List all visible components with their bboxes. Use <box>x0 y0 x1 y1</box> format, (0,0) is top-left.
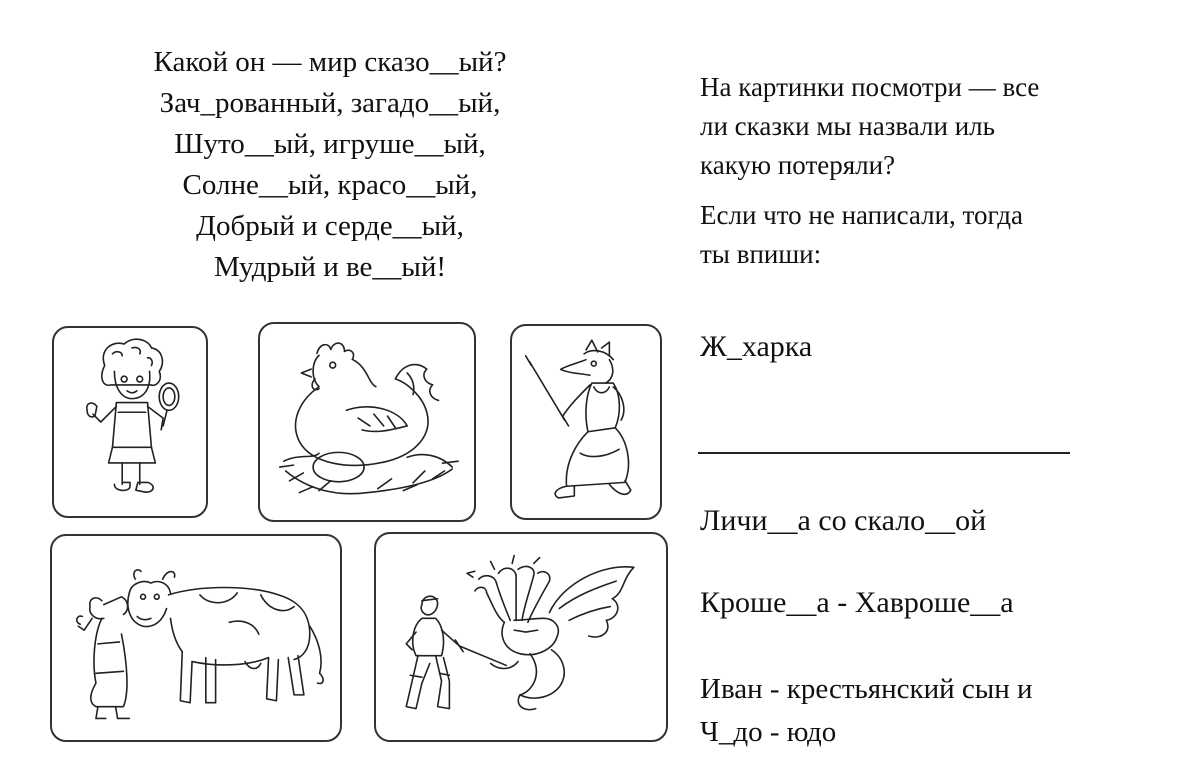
poem-line: Шуто__ый, игруше__ый, <box>174 128 486 160</box>
instruction-line: ли сказки мы назвали иль <box>700 111 995 141</box>
girl-with-mirror-drawing <box>54 328 206 516</box>
tale-name-zhikharka: Ж_харка <box>700 330 813 363</box>
tale-name-lisichka: Личи__а со скало__ой <box>700 504 987 537</box>
answer-blank-line[interactable] <box>698 452 1070 454</box>
warrior-and-dragon-drawing <box>376 534 666 740</box>
instruction-line: На картинки посмотри — все <box>700 72 1040 102</box>
hen-on-nest-drawing <box>260 324 474 520</box>
poem-line: Какой он — мир сказо__ый? <box>153 46 507 78</box>
fox-with-rolling-pin-drawing <box>512 326 660 518</box>
picture-card-hen-on-nest <box>258 322 476 522</box>
poem <box>100 42 560 288</box>
tale-name-ivan-line1: Иван - крестьянский сын и <box>700 673 1033 705</box>
instruction-question <box>700 68 1039 185</box>
picture-card-warrior-and-dragon <box>374 532 668 742</box>
poem-line: Добрый и серде__ый, <box>196 210 464 242</box>
picture-card-girl-with-mirror <box>52 326 208 518</box>
picture-card-fox-with-rolling-pin <box>510 324 662 520</box>
instruction-line: ты впиши: <box>700 239 822 269</box>
girl-with-cow-drawing <box>52 536 340 740</box>
instruction-line: какую потеряли? <box>700 150 896 180</box>
tale-name-khavroshechka: Кроше__а - Хавроше__а <box>700 586 1014 619</box>
poem-line: Мудрый и ве__ый! <box>213 251 447 283</box>
tale-name-ivan-line2: Ч_до - юдо <box>700 716 837 748</box>
instruction-task <box>700 196 1023 274</box>
instruction-line: Если что не написали, тогда <box>700 200 1023 230</box>
poem-line: Зач_рованный, загадо__ый, <box>159 87 501 119</box>
poem-line: Солне__ый, красо__ый, <box>182 169 478 201</box>
picture-card-girl-with-cow <box>50 534 342 742</box>
